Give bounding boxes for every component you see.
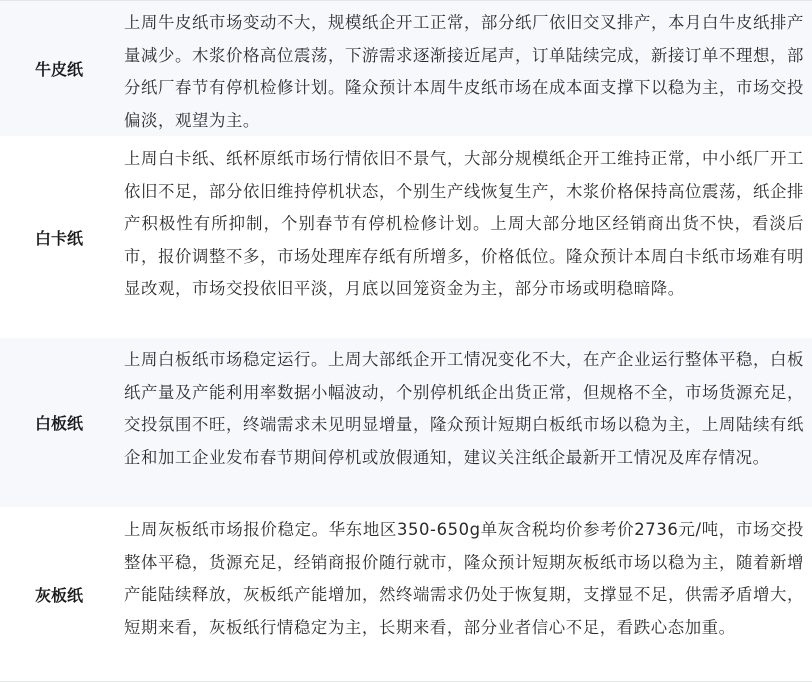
table-row-kraft-paper <box>0 1 812 137</box>
market-commentary: 上周牛皮纸市场变动不大，规模纸企开工正常，部分纸厂依旧交叉排产，本月白牛皮纸排产量减少。木浆价格高位震荡，下游需求逐渐接近尾声，订单陆续完成，新接订单不理想，部分纸厂春节有停机检修计划。隆众预计本周牛皮纸市场在成本面支撑下以稳为主，市场交投偏淡，观望为主。 <box>124 13 804 130</box>
category-label: 牛皮纸 <box>34 60 83 79</box>
category-label: 灰板纸 <box>34 586 83 605</box>
market-commentary: 上周白板纸市场稳定运行。上周大部纸企开工情况变化不大，在产企业运行整体平稳，白板纸产量及产能利用率数据小幅波动，个别停机纸企出货正常，但规格不全，市场货源充足，交投氛围不旺，终端需求未见明显增量，隆众预计短期白板纸市场以稳为主，上周陆续有纸企和加工企业发布春节期间停机或放假通知，建议关注纸企最新开工情况及库存情况。 <box>124 350 804 467</box>
category-label: 白卡纸 <box>34 228 83 248</box>
table-row-white-cardboard <box>0 137 812 338</box>
market-commentary: 上周灰板纸市场报价稳定。华东地区350-650g单灰含税均价参考价2736元/吨，市场交投整体平稳，货源充足，经销商报价随行就市，隆众预计短期灰板纸市场以稳为主，随着新增产能陆续释放，灰板纸产能增加，然终端需求仍处于恢复期，支撑显不足，供需矛盾增大，短期来看，灰板纸行情稳定为主，长期来看，部分业者信心不足，看跌心态加重。 <box>124 520 804 637</box>
category-label: 白板纸 <box>34 414 83 433</box>
table-row-gray-board <box>0 508 812 681</box>
market-commentary: 上周白卡纸、纸杯原纸市场行情依旧不景气，大部分规模纸企开工维持正常，中小纸厂开工依旧不足，部分依旧维持停机状态，个别生产线恢复生产，木浆价格保持高位震荡，纸企排产积极性有所抑制，个别春节有停机检修计划。上周大部分地区经销商出货不快，看淡后市，报价调整不多，市场处理库存纸有所增多，价格低位。隆众预计本周白卡纸市场难有明显改观，市场交投依旧平淡，月底以回笼资金为主，部分市场或明稳暗降。 <box>124 149 804 298</box>
table-row-white-board <box>0 338 812 508</box>
